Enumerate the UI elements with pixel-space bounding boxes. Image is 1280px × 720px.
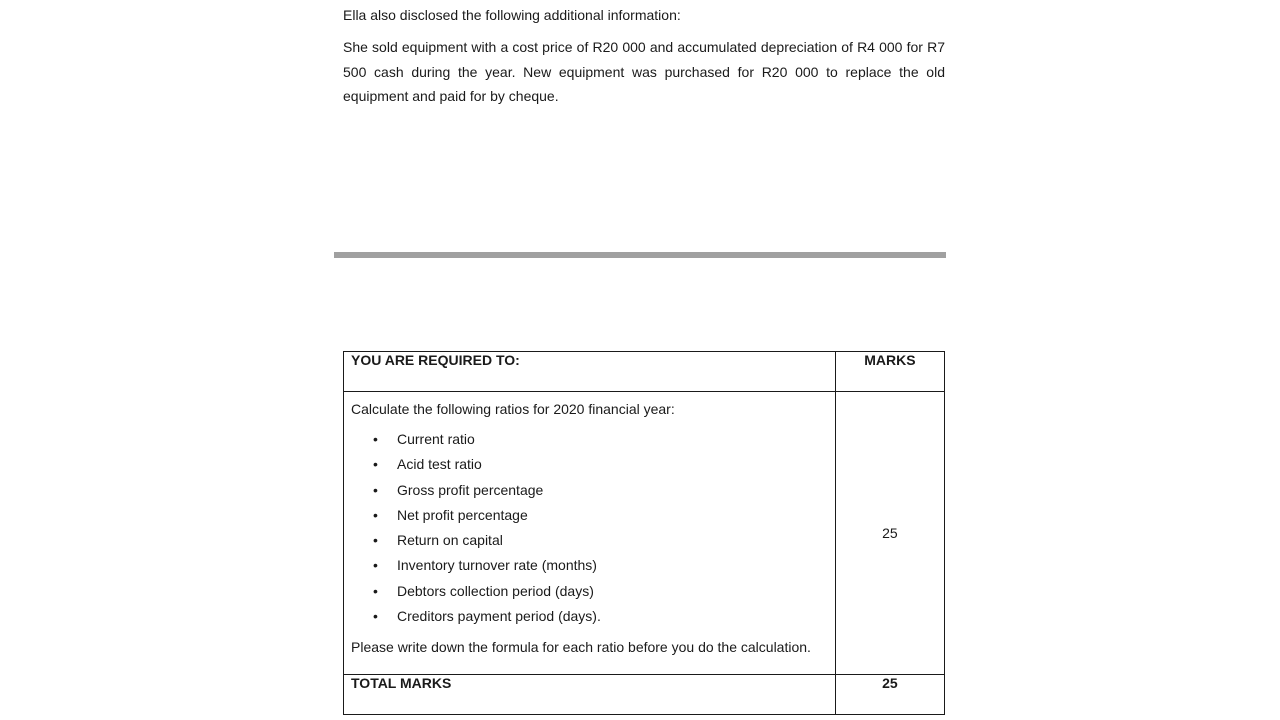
bullet-icon: • [373,481,378,498]
additional-info-heading: Ella also disclosed the following additional information: [343,7,681,23]
bullet-icon: • [373,456,378,473]
marks-value: 25 [835,392,944,675]
requirements-cell [344,392,836,675]
bullet-icon: • [373,532,378,549]
page-divider [334,252,946,258]
ratio-label: Net profit percentage [397,506,528,523]
ratio-label: Gross profit percentage [397,481,544,498]
requirements-intro: Calculate the following ratios for 2020 financial year: [351,401,675,417]
ratio-list [351,430,835,632]
list-item [351,481,835,506]
marks-header: MARKS [835,352,944,392]
required-to-header: YOU ARE REQUIRED TO: [344,352,836,392]
total-marks-label: TOTAL MARKS [344,675,836,715]
total-row [344,675,945,715]
ratio-label: Debtors collection period (days) [397,582,594,599]
list-item [351,506,835,531]
total-marks-value: 25 [835,675,944,715]
ratio-label: Inventory turnover rate (months) [397,557,597,574]
list-item [351,531,835,556]
bullet-icon: • [373,582,378,599]
table-body-row [344,392,945,675]
ratio-label: Return on capital [397,532,503,549]
requirements-table [343,351,945,715]
list-item [351,455,835,480]
bullet-icon: • [373,557,378,574]
ratio-label: Current ratio [397,431,475,447]
list-item [351,430,835,455]
ratio-label: Creditors payment period (days). [397,608,601,625]
bullet-icon: • [373,506,378,523]
formula-note: Please write down the formula for each ratio before you do the calculation. [351,639,811,656]
ratio-label: Acid test ratio [397,456,482,473]
list-item [351,582,835,607]
bullet-icon: • [373,431,378,447]
table-header-row [344,352,945,392]
list-item [351,607,835,632]
additional-info-paragraph: She sold equipment with a cost price of R20 000 and accumulated depreciation of R4 000 for R7 500 cash during the year. New equipment was purchased for R20 000 to replace the old equipment and paid for by cheque. [343,39,945,104]
bullet-icon: • [373,608,378,625]
list-item [351,556,835,581]
